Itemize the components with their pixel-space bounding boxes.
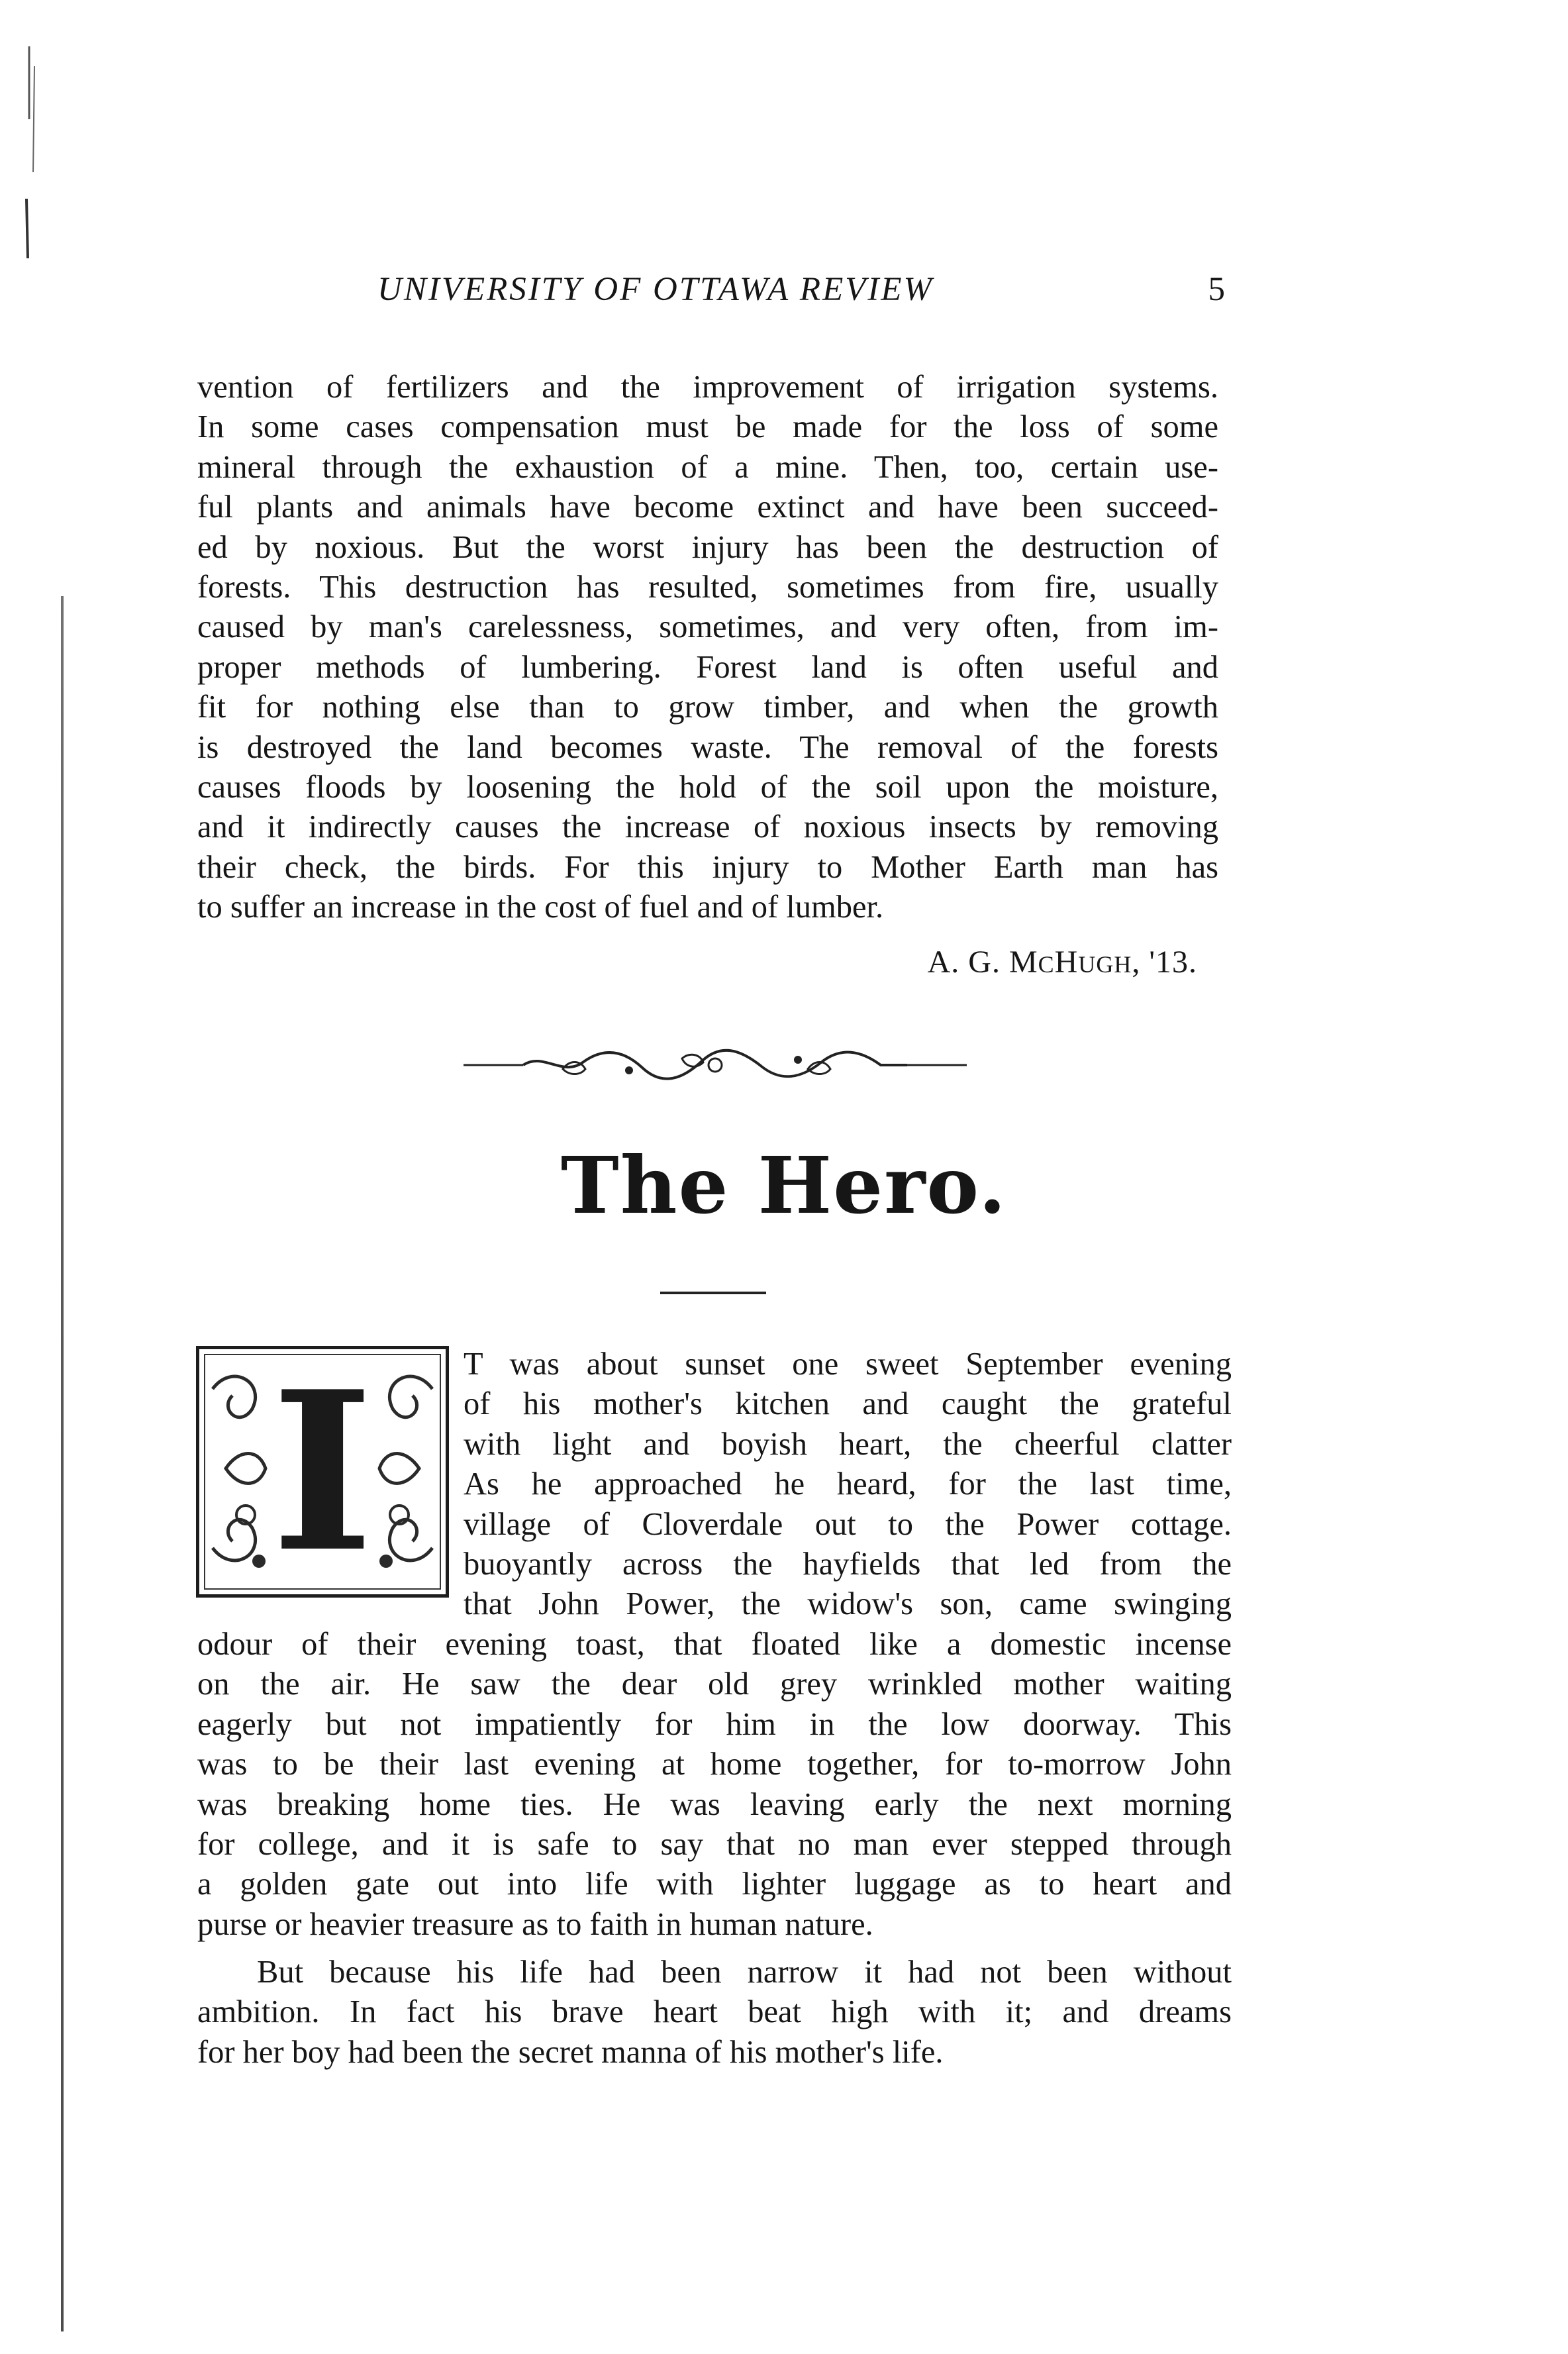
text-line: forests. This destruction has resulted, sometimes from fire, usually: [197, 569, 1218, 605]
story-paragraph-1: [197, 1625, 1232, 1945]
text-line: mineral through the exhaustion of a mine. Then, too, certain use-: [197, 449, 1218, 485]
text-line: that John Power, the widow's son, came swinging: [464, 1586, 1232, 1622]
page-number: 5: [1208, 271, 1225, 308]
signature-part: C: [1038, 951, 1055, 978]
text-line: for college, and it is safe to say that no man ever stepped through: [197, 1826, 1232, 1862]
text-line: and it indirectly causes the increase of noxious insects by removing: [197, 809, 1218, 845]
text-line: In some cases compensation must be made for the loss of some: [197, 409, 1218, 445]
text-line: village of Cloverdale out to the Power cottage.: [464, 1506, 1232, 1542]
text-line: proper methods of lumbering. Forest land is often useful and: [197, 649, 1218, 685]
running-title: UNIVERSITY OF OTTAWA REVIEW: [377, 271, 934, 308]
text-line: their check, the birds. For this injury to Mother Earth man has: [197, 849, 1218, 885]
signature-part: , '13.: [1132, 945, 1197, 980]
signature-part: A. G. M: [927, 945, 1038, 980]
text-line: a golden gate out into life with lighter luggage as to heart and: [197, 1867, 1232, 1902]
binding-edge: [61, 596, 64, 2331]
running-header: [199, 270, 1225, 317]
text-line: of his mother's kitchen and caught the grateful: [464, 1386, 1232, 1422]
signature-part: UGH: [1078, 951, 1132, 978]
story-paragraph-2: [197, 1953, 1232, 2073]
drop-cap-letter: I: [271, 1343, 374, 1600]
text-line: fit for nothing else than to grow timber, and when the growth: [197, 690, 1218, 725]
text-line: for her boy had been the secret manna of his mother's life.: [197, 2034, 944, 2070]
text-line: causes floods by loosening the hold of the soil upon the moisture,: [197, 769, 1218, 805]
drop-cap: [196, 1343, 449, 1600]
text-line: with light and boyish heart, the cheerful clatter: [464, 1426, 1232, 1462]
text-line: caused by man's carelessness, sometimes, and very often, from im-: [197, 609, 1218, 645]
text-line: is destroyed the land becomes waste. The removal of the forests: [197, 729, 1218, 765]
author-signature: [928, 944, 1197, 980]
title-rule: [660, 1292, 766, 1294]
text-line: vention of fertilizers and the improvement of irrigation systems.: [197, 370, 1218, 405]
text-line: ambition. In fact his brave heart beat high with it; and dreams: [197, 1994, 1232, 2030]
text-line: on the air. He saw the dear old grey wrinkled mother waiting: [197, 1666, 1232, 1702]
text-line: ful plants and animals have become extinct and have been succeed-: [197, 489, 1218, 525]
text-line: But because his life had been narrow it had not been without: [257, 1955, 1232, 1990]
text-line: was breaking home ties. He was leaving early the next morning: [197, 1786, 1232, 1822]
binding-scratch-icon: [20, 40, 46, 265]
text-line: eagerly but not impatiently for him in the low doorway. This: [197, 1706, 1232, 1742]
text-line: odour of their evening toast, that floated like a domestic incense: [197, 1627, 1232, 1662]
story-title: The Hero.: [560, 1139, 1008, 1231]
text-line: T was about sunset one sweet September evening: [464, 1347, 1232, 1382]
text-line: to suffer an increase in the cost of fuel and of lumber.: [197, 890, 884, 925]
binding-marks: [20, 40, 46, 265]
article-paragraph: [197, 368, 1218, 927]
text-line: buoyantly across the hayfields that led from the: [464, 1546, 1232, 1582]
text-line: ed by noxious. But the worst injury has been the destruction of: [197, 529, 1218, 565]
text-line: was to be their last evening at home together, for to-morrow John: [197, 1747, 1232, 1782]
text-line: As he approached he heard, for the last time,: [464, 1466, 1232, 1502]
text-line: purse or heavier treasure as to faith in human nature.: [197, 1906, 873, 1942]
signature-part: H: [1054, 945, 1079, 980]
ornamental-divider-icon: [464, 1045, 967, 1085]
story-opening-lines: [464, 1345, 1232, 1625]
